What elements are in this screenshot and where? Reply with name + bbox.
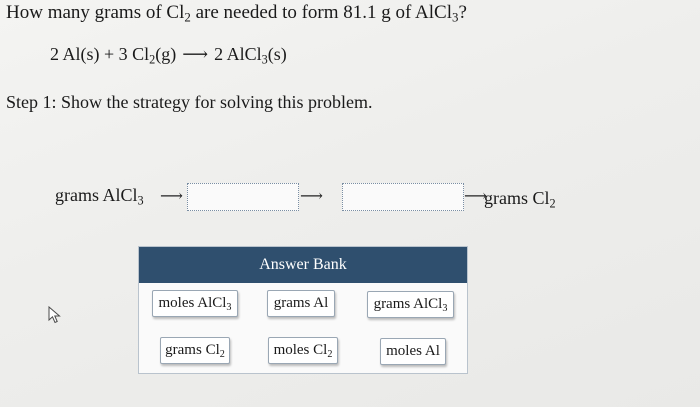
answer-tile-grams-al[interactable]: grams Al	[267, 290, 335, 317]
flow-arrow-icon: ⟶	[300, 188, 323, 205]
answer-bank-title: Answer Bank	[139, 247, 467, 283]
flow-start-label: grams AlCl$_3$	[55, 185, 144, 208]
answer-drop-target-2[interactable]	[342, 183, 464, 211]
answer-bank	[138, 246, 468, 374]
chemical-equation: 2 Al(s) + 3 $Cl_2(g)$ ⟶ 2 AlCl$_3$(s)	[50, 44, 287, 67]
reaction-arrow-icon: ⟶	[182, 44, 209, 64]
answer-tile-moles-al[interactable]: moles Al	[380, 338, 446, 365]
answer-tile-grams-cl2[interactable]: grams $Cl_2$	[160, 337, 230, 364]
flow-arrow-icon: ⟶	[160, 188, 183, 205]
question-text: How many grams of $Cl_2$ are needed to form 81.1 g of AlCl$_3$?	[6, 2, 467, 25]
flow-end-label: grams $Cl_2$	[484, 188, 556, 211]
answer-tile-grams-alcl3[interactable]: grams AlCl$_3$	[367, 291, 454, 318]
mouse-pointer-icon	[48, 306, 62, 324]
answer-drop-target-1[interactable]	[187, 183, 299, 211]
flow-arrow-icon: ⟶	[464, 188, 487, 205]
step-instruction: Step 1: Show the strategy for solving this problem.	[6, 92, 373, 112]
answer-tile-moles-cl2[interactable]: moles $Cl_2$	[268, 337, 338, 364]
answer-tile-moles-alcl3[interactable]: moles AlCl$_3$	[152, 290, 238, 317]
